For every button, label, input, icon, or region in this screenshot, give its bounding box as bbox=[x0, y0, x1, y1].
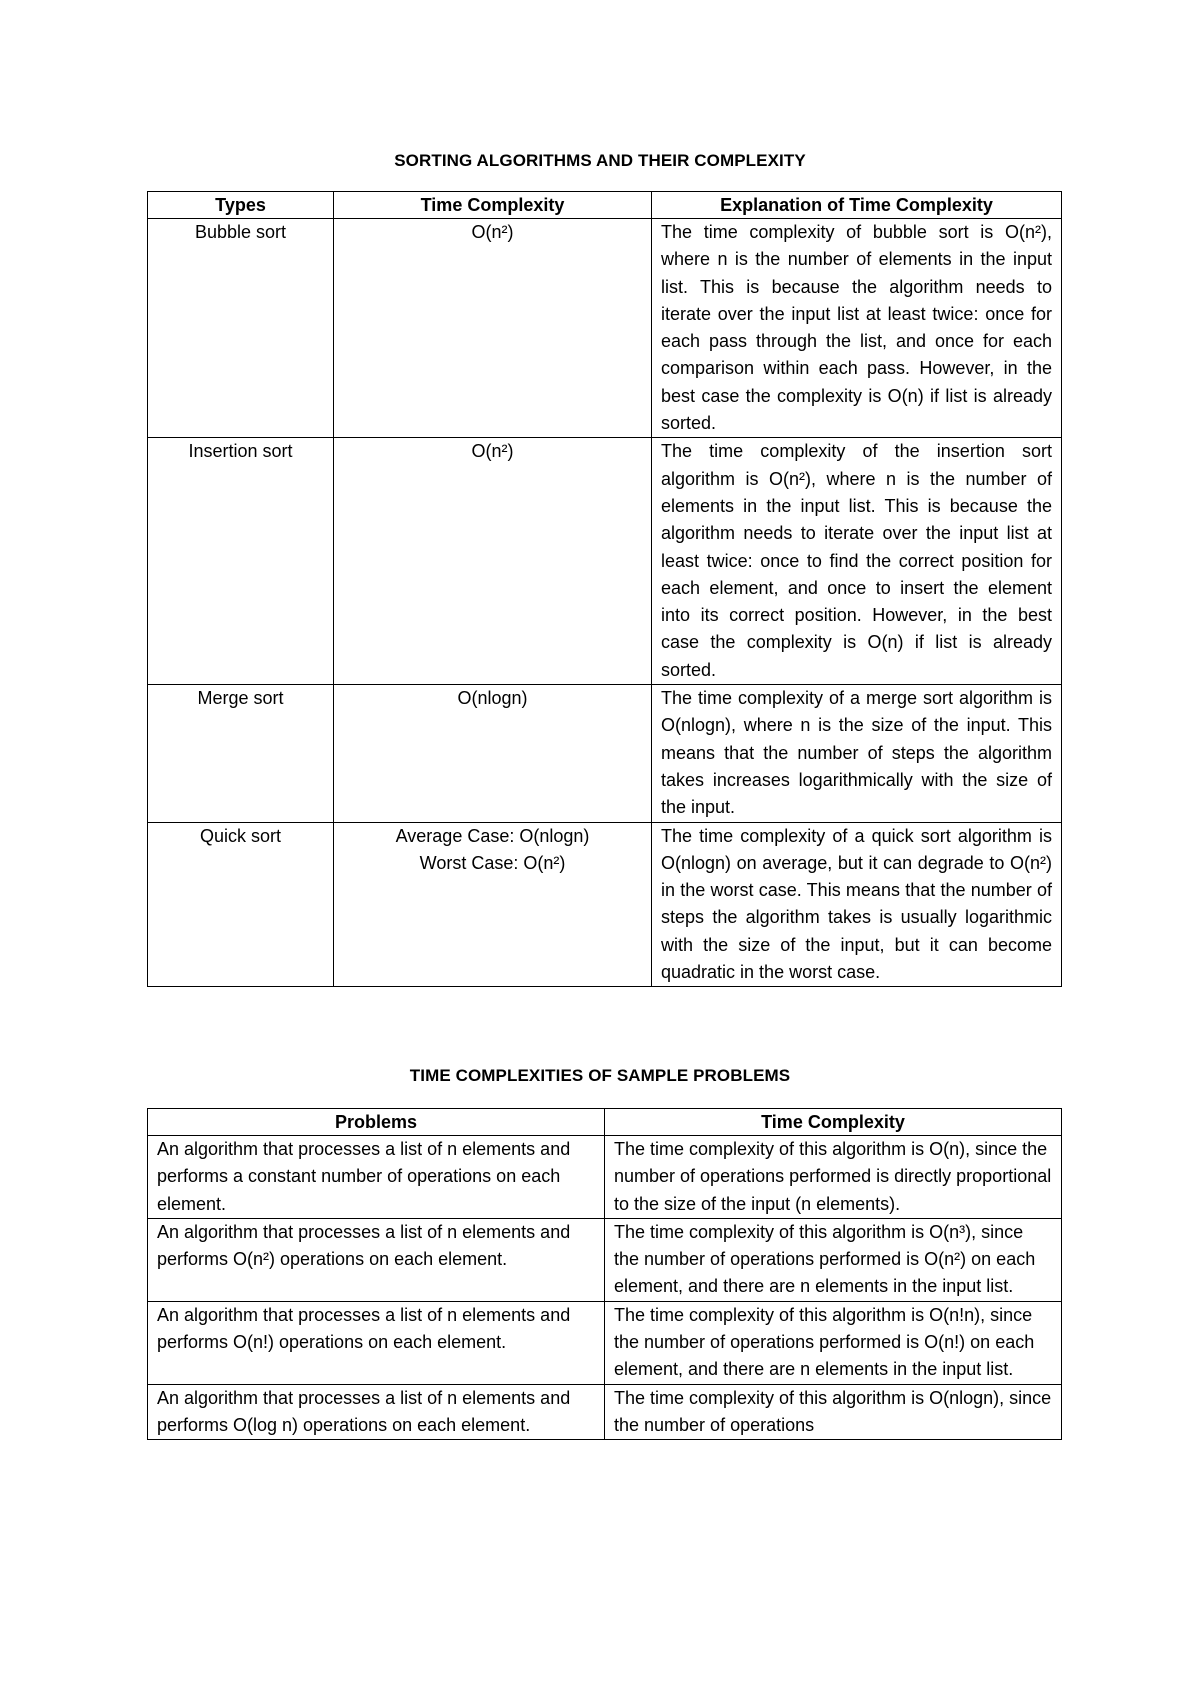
algorithm-complexity-cell bbox=[334, 822, 652, 987]
table-row bbox=[148, 438, 1062, 685]
sorting-algorithms-table bbox=[147, 191, 1062, 987]
algorithm-explanation: The time complexity of a quick sort algorithm is O(nlogn) on average, but it can degrade to O(n²) in the worst case. This means that the number of steps the algorithm takes is usually logarithmic with the size of the input, but it can become quadratic in the worst case. bbox=[652, 822, 1062, 987]
algorithm-type: Bubble sort bbox=[148, 219, 334, 438]
problem-description: An algorithm that processes a list of n elements and performs O(n!) operations on each element. bbox=[148, 1301, 605, 1384]
table-row bbox=[148, 1136, 1062, 1219]
header-time-complexity: Time Complexity bbox=[334, 192, 652, 219]
table-row bbox=[148, 685, 1062, 822]
header-problems: Problems bbox=[148, 1109, 605, 1136]
average-case-complexity: Average Case: O(nlogn) bbox=[395, 825, 590, 846]
algorithm-type: Insertion sort bbox=[148, 438, 334, 685]
algorithm-type: Quick sort bbox=[148, 822, 334, 987]
table-row bbox=[148, 822, 1062, 987]
problem-complexity: The time complexity of this algorithm is O(n!n), since the number of operations performed is O(n!) on each element, and there are n elements in the input list. bbox=[605, 1301, 1062, 1384]
table-row bbox=[148, 1218, 1062, 1301]
header-time-complexity: Time Complexity bbox=[605, 1109, 1062, 1136]
table-row bbox=[148, 1301, 1062, 1384]
algorithm-explanation: The time complexity of bubble sort is O(n²), where n is the number of elements in the input list. This is because the algorithm needs to iterate over the input list at least twice: once for each pass through the list, and once for each comparison within each pass. However, in the best case the complexity is O(n) if list is already sorted. bbox=[652, 219, 1062, 438]
problems-section-title: TIME COMPLEXITIES OF SAMPLE PROBLEMS bbox=[409, 1066, 791, 1085]
problem-description: An algorithm that processes a list of n elements and performs O(log n) operations on each element. bbox=[148, 1384, 605, 1440]
table-row bbox=[148, 219, 1062, 438]
table-row bbox=[148, 1384, 1062, 1440]
problem-description: An algorithm that processes a list of n elements and performs a constant number of operations on each element. bbox=[148, 1136, 605, 1219]
algorithm-explanation: The time complexity of a merge sort algorithm is O(nlogn), where n is the size of the input. This means that the number of steps the algorithm takes increases logarithmically with the size of the input. bbox=[652, 685, 1062, 822]
algorithm-complexity: O(n²) bbox=[334, 438, 652, 685]
algorithm-type: Merge sort bbox=[148, 685, 334, 822]
worst-case-complexity: Worst Case: O(n²) bbox=[419, 852, 566, 873]
table-header-row bbox=[148, 192, 1062, 219]
algorithm-complexity: O(n²) bbox=[334, 219, 652, 438]
header-explanation: Explanation of Time Complexity bbox=[652, 192, 1062, 219]
sample-problems-table bbox=[147, 1108, 1062, 1440]
problem-complexity: The time complexity of this algorithm is O(n), since the number of operations performed is directly proportional to the size of the input (n elements). bbox=[605, 1136, 1062, 1219]
header-types: Types bbox=[148, 192, 334, 219]
problem-complexity: The time complexity of this algorithm is O(nlogn), since the number of operations bbox=[605, 1384, 1062, 1440]
algorithm-complexity: O(nlogn) bbox=[334, 685, 652, 822]
algorithm-explanation: The time complexity of the insertion sort algorithm is O(n²), where n is the number of elements in the input list. This is because the algorithm needs to iterate over the input list at least twice: once to find the correct position for each element, and once to insert the element into its correct position. However, in the best case the complexity is O(n) if list is already sorted. bbox=[652, 438, 1062, 685]
table-header-row bbox=[148, 1109, 1062, 1136]
sorting-section-title: SORTING ALGORITHMS AND THEIR COMPLEXITY bbox=[394, 151, 806, 170]
problem-description: An algorithm that processes a list of n elements and performs O(n²) operations on each element. bbox=[148, 1218, 605, 1301]
problem-complexity: The time complexity of this algorithm is O(n³), since the number of operations performed is O(n²) on each element, and there are n elements in the input list. bbox=[605, 1218, 1062, 1301]
